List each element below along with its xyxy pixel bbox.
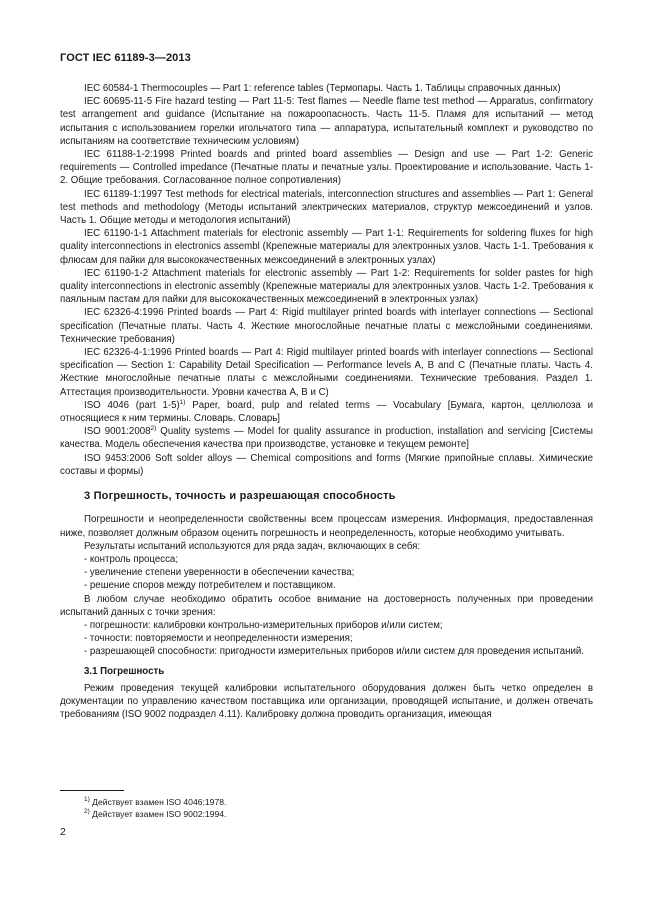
reference-text: IEC 60695-11-5 Fire hazard testing — Part 11-5: Test flames — Needle flame test method — Apparatus, confirmatory test arrangement and guidance (Испытание на пожароопасность. Часть 11-5. Пламя для испытаний — метод испытания с использованием горелки игольчатого типа — аппаратура, испытательный комплект и руководство по испытаниям на соответствие техническим условиям) (60, 96, 593, 147)
reference-iso-4046 (60, 399, 593, 425)
list-item: - контроль процесса; (84, 553, 179, 565)
reference-text: IEC 61190-1-1 Attachment materials for electronic assembly — Part 1-1: Requirements for soldering fluxes for high quality interconnections in electronics assembl (Крепежные материалы для электронных узлов. Часть 1-1. Требования к флюсам для пайки для высококачественных межсоединений в электронных узлах) (60, 228, 593, 266)
document-body (60, 82, 593, 721)
reference-text: Quality systems — Model for quality assurance in production, installation and servicing [Системы качества. Модель обеспечения качества при производстве, установке и текущем ремонте] (60, 426, 593, 451)
footnote-1 (60, 797, 593, 808)
reference-iec-61190-1-1 (60, 227, 593, 267)
section-3-heading: 3 Погрешность, точность и разрешающая способность (84, 490, 396, 503)
reference-iso-9001 (60, 425, 593, 451)
reference-iec-62326-4 (60, 306, 593, 346)
footnote-marker: 1) (179, 398, 186, 406)
list-item: - решение споров между потребителем и поставщиком. (84, 580, 336, 592)
reference-iso-9453 (60, 452, 593, 478)
list-item: - разрешающей способности: пригодности измерительных приборов и/или систем для проведения испытаний. (84, 646, 585, 658)
reference-iec-61189-1 (60, 188, 593, 228)
reference-text: IEC 61188-1-2:1998 Printed boards and printed board assemblies — Design and use — Part 1-2: Generic requirements — Controlled impedance (Печатные платы и печатные узлы. Проектирование и использование. Часть 1-2. Общие требования. Согласованное полное сопротивления) (60, 149, 593, 187)
section-3-1-paragraph: Режим проведения текущей калибровки испытательного оборудования должен быть четко определен в документации по управлению качеством поставщика или организации, проводящей испытание, и должен отвечать требованиям (ISO 9002 подраздел 4.11). Калибровку должна проводить организация, имеющая (60, 682, 593, 721)
reference-iec-61188-1-2 (60, 148, 593, 188)
section-3-paragraph: Погрешности и неопределенности свойственны всем процессам измерения. Информация, предоставленная ниже, позволяет должным образом оценить погрешность и неопределенность, которые необходимо учитывать. (60, 514, 593, 539)
footnote-marker: 1) (84, 796, 90, 804)
reference-iec-62326-4-1 (60, 346, 593, 399)
reference-text: Paper, board, pulp and related terms — Vocabulary [Бумага, картон, целлюлоза и относящиеся к ним термины. Словарь. Словарь] (60, 399, 593, 425)
list-item: - погрешности: калибровки контрольно-измерительных приборов и/или систем; (84, 619, 443, 631)
footnote-marker: 2) (150, 425, 157, 433)
section-3-paragraph: В любом случае необходимо обратить особое внимание на достоверность полученных при проведении испытаний данных с точки зрения: (60, 593, 593, 618)
section-3-1-heading: 3.1 Погрешность (84, 665, 165, 677)
footnote-marker: 2) (84, 808, 90, 816)
footnote-2 (60, 809, 593, 820)
footnote-separator (60, 790, 124, 791)
footnote-text: Действует взамен ISO 9002:1994. (89, 809, 227, 819)
reference-text: IEC 61189-1:1997 Test methods for electrical materials, interconnection structures and assemblies — Part 1: General test methods and methodology (Методы испытаний электрических материалов, структур межсоединений и узлов. Часть 1. Общие методы и методология испытаний) (60, 188, 593, 227)
document-header: ГОСТ IEC 61189-3—2013 (60, 52, 191, 64)
reference-iec-61190-1-2 (60, 267, 593, 307)
list-item: - увеличение степени уверенности в обеспечении качества; (84, 567, 355, 579)
reference-text: ISO 9453:2006 Soft solder alloys — Chemical compositions and forms (Мягкие припойные сплавы. Химические составы и формы) (60, 452, 593, 477)
reference-text: ISO 9001:2008 (84, 426, 151, 438)
section-3-paragraph: Результаты испытаний используются для ряда задач, включающих в себя: (84, 540, 421, 552)
reference-iec-60695-11-5 (60, 95, 593, 148)
reference-text: IEC 61190-1-2 Attachment materials for electronic assembly — Part 1-2: Requirements for solder pastes for high quality interconnections in electronic assembly (Крепежные материалы для электронных узлов. Часть 1-2. Требования к паяльным пастам для пайки для высококачественных межсоединений в электронных узлах) (60, 267, 593, 306)
reference-text: IEC 62326-4-1:1996 Printed boards — Part 4: Rigid multilayer printed boards with interlayer connections — Sectional specification — Section 1: Capability Detail Specification — Performance levels A, B and C (Печатные платы. Часть 4. Жесткие многослойные печатные платы с межслойными соединениями. Технические требования. Раздел 1. Аттестация производительности. Уровни качества А, В и С) (60, 347, 593, 398)
page-number: 2 (60, 826, 66, 838)
footnote-text: Действует взамен ISO 4046:1978. (89, 797, 227, 807)
reference-text: IEC 60584-1 Thermocouples — Part 1: reference tables (Термопары. Часть 1. Таблицы справочных данных) (84, 83, 561, 94)
list-item: - точности: повторяемости и неопределенности измерения; (84, 633, 353, 645)
reference-text: ISO 4046 (part 1-5) (84, 399, 180, 411)
reference-text: IEC 62326-4:1996 Printed boards — Part 4: Rigid multilayer printed boards with interlayer connections — Sectional specification (Печатные платы. Часть 4. Жесткие многослойные печатные платы с межслойными соединениями. Технические требования) (60, 307, 593, 345)
reference-iec-60584-1 (60, 82, 593, 95)
